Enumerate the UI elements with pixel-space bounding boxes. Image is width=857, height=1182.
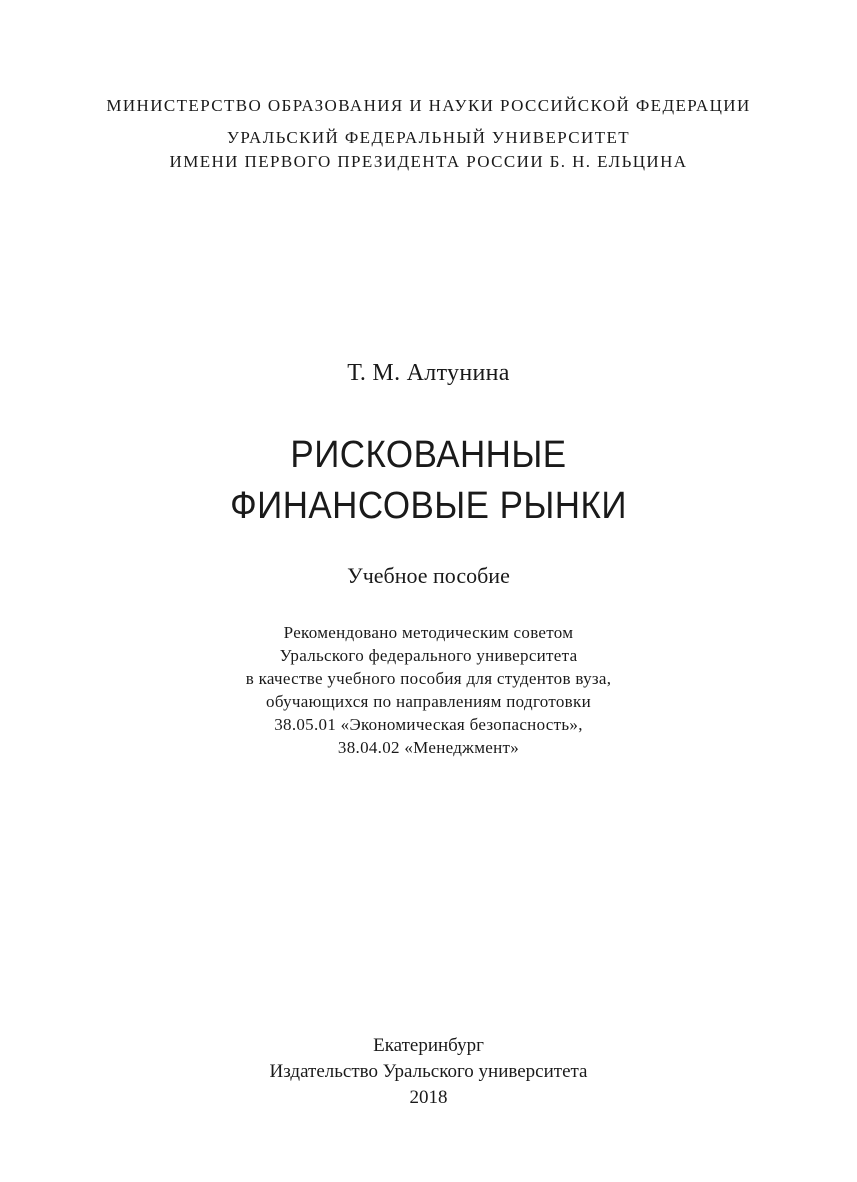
imprint-year: 2018: [409, 1087, 448, 1108]
recommendation-line: обучающихся по направлениям подготовки: [266, 692, 591, 711]
book-title-line1: РИСКОВАННЫЕ: [290, 434, 567, 476]
book-title-line2: ФИНАНСОВЫЕ РЫНКИ: [230, 485, 627, 527]
ministry-heading: МИНИСТЕРСТВО ОБРАЗОВАНИЯ И НАУКИ РОССИЙСКОЙ ФЕДЕРАЦИИ: [106, 96, 751, 115]
imprint-publisher: Издательство Уральского университета: [269, 1061, 588, 1082]
imprint-city: Екатеринбург: [373, 1035, 484, 1056]
book-subtitle: Учебное пособие: [347, 563, 510, 588]
recommendation-line: 38.05.01 «Экономическая безопасность»,: [274, 715, 583, 734]
recommendation-line: Уральского федерального университета: [279, 646, 578, 665]
recommendation-line: в качестве учебного пособия для студентов вуза,: [245, 669, 612, 688]
university-name-line2: ИМЕНИ ПЕРВОГО ПРЕЗИДЕНТА РОССИИ Б. Н. ЕЛЬЦИНА: [169, 152, 688, 171]
author-name: Т. М. Алтунина: [347, 360, 510, 386]
recommendation-line: 38.04.02 «Менеджмент»: [337, 738, 520, 757]
recommendation-line: Рекомендовано методическим советом: [283, 623, 574, 642]
university-name-line1: УРАЛЬСКИЙ ФЕДЕРАЛЬНЫЙ УНИВЕРСИТЕТ: [226, 128, 631, 147]
